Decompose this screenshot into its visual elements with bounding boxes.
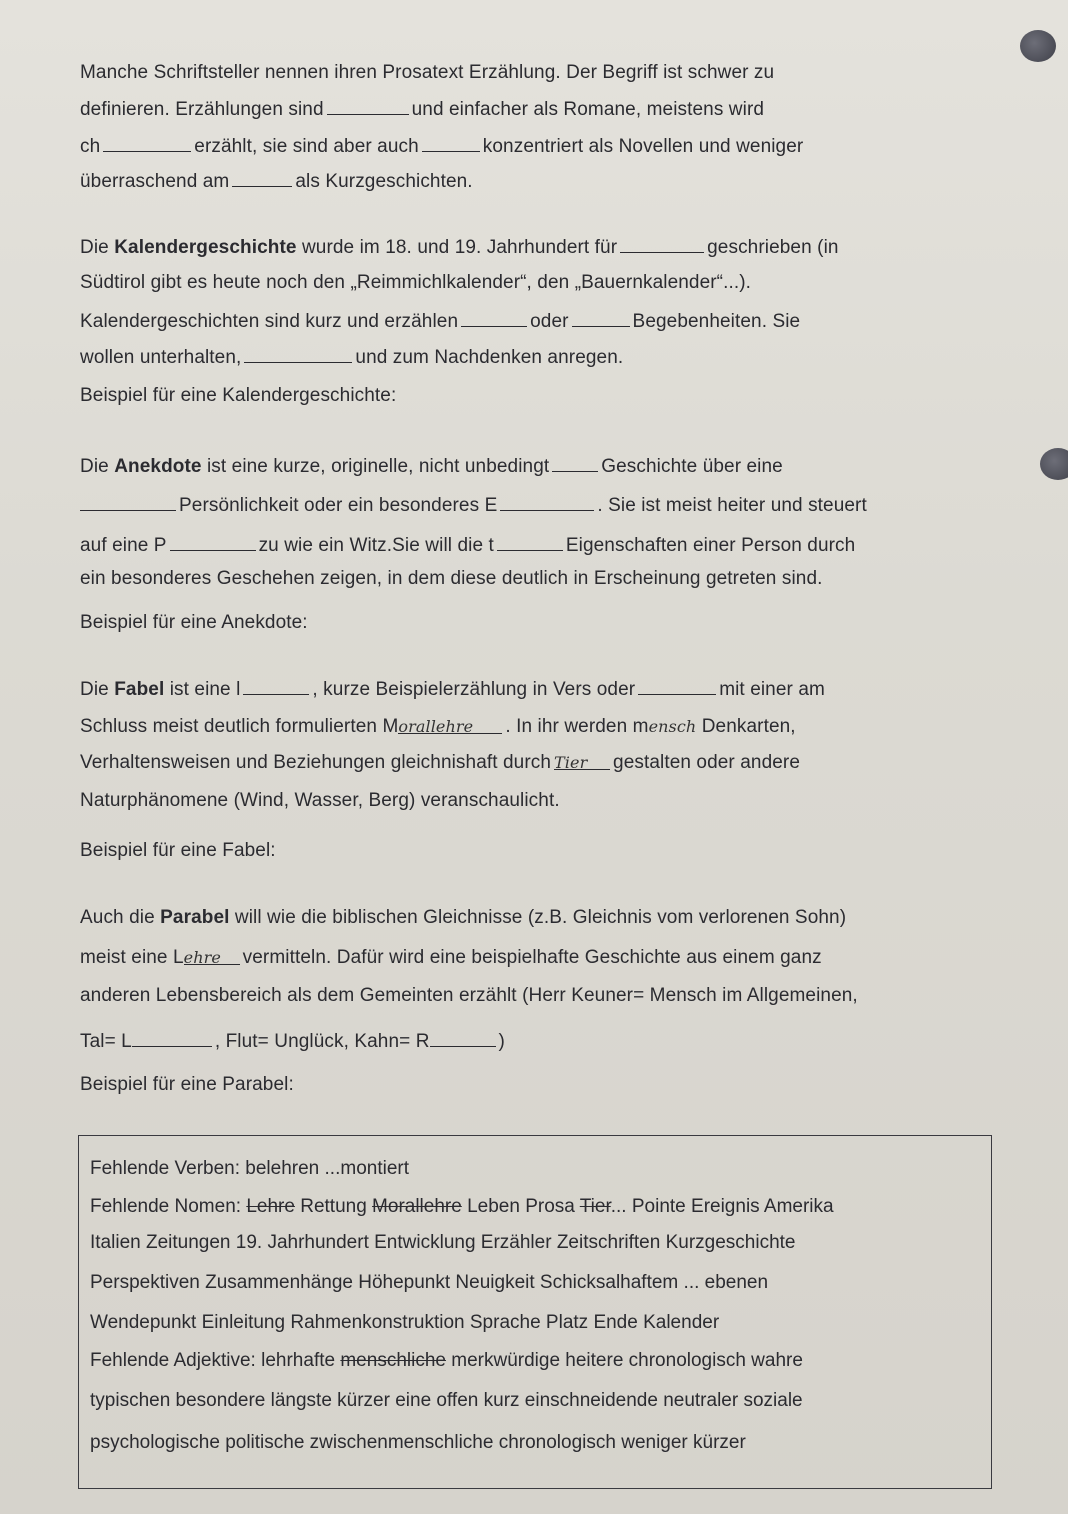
- handwritten-answer[interactable]: ehre: [184, 948, 240, 965]
- kalender-example: Beispiel für eine Kalendergeschichte:: [80, 385, 397, 406]
- wordbank-verbs: Fehlende Verben: belehren ...montiert: [90, 1158, 409, 1179]
- parabel-line-2: meist eine Lehre vermitteln. Dafür wird eine beispielhafte Geschichte aus einem ganz: [80, 947, 822, 968]
- blank[interactable]: [497, 534, 563, 551]
- blank[interactable]: [327, 98, 409, 115]
- blank[interactable]: [552, 455, 598, 472]
- kalender-line-3: Kalendergeschichten sind kurz und erzählen oder Begebenheiten. Sie: [80, 311, 801, 332]
- blank[interactable]: [80, 494, 176, 511]
- blank[interactable]: [103, 135, 191, 152]
- parabel-line-4: Tal= L , Flut= Unglück, Kahn= R ): [80, 1031, 505, 1052]
- blank[interactable]: [461, 310, 527, 327]
- wordbank-adjectives-1: Fehlende Adjektive: lehrhafte menschliche merkwürdige heitere chronologisch wahre: [90, 1350, 803, 1371]
- anekdote-line-2: Persönlichkeit oder ein besonderes E . Sie ist meist heiter und steuert: [80, 494, 867, 517]
- punch-hole-middle: [1040, 448, 1068, 480]
- anekdote-example: Beispiel für eine Anekdote:: [80, 612, 308, 633]
- fabel-line-3: Verhaltensweisen und Beziehungen gleichnishaft durch Tier gestalten oder andere: [80, 752, 800, 773]
- blank[interactable]: [572, 310, 630, 327]
- handwritten-answer[interactable]: orallehre: [398, 717, 502, 734]
- anekdote-line-3: auf eine P zu wie ein Witz.Sie will die t Eigenschaften einer Person durch: [80, 535, 856, 556]
- fabel-line-4: Naturphänomene (Wind, Wasser, Berg) veranschaulicht.: [80, 790, 560, 811]
- fabel-example: Beispiel für eine Fabel:: [80, 840, 276, 861]
- parabel-line-1: Auch die Parabel will wie die biblischen Gleichnisse (z.B. Gleichnis vom verlorenen Sohn): [80, 907, 847, 928]
- punch-hole-top: [1020, 30, 1056, 62]
- blank[interactable]: [500, 494, 594, 511]
- blank[interactable]: [170, 534, 256, 551]
- kalender-line-4: wollen unterhalten, und zum Nachdenken anregen.: [80, 347, 624, 368]
- intro-line-2: definieren. Erzählungen sind und einfacher als Romane, meistens wird: [80, 99, 765, 120]
- handwritten-answer[interactable]: Tier: [554, 753, 610, 770]
- wordbank-adjectives-3: psychologische politische zwischenmenschliche chronologisch weniger kürzer: [90, 1432, 746, 1453]
- blank[interactable]: [422, 135, 480, 152]
- blank[interactable]: [244, 346, 352, 363]
- fabel-line-1: Die Fabel ist eine l , kurze Beispielerzählung in Vers oder mit einer am: [80, 679, 825, 700]
- parabel-line-3: anderen Lebensbereich als dem Gemeinten erzählt (Herr Keuner= Mensch im Allgemeinen,: [80, 985, 858, 1006]
- wordbank-nouns-4: Wendepunkt Einleitung Rahmenkonstruktion Sprache Platz Ende Kalender: [90, 1312, 720, 1333]
- kalender-line-2: Südtirol gibt es heute noch den „Reimmichlkalender“, den „Bauernkalender“...).: [80, 272, 752, 293]
- wordbank-nouns-2: Italien Zeitungen 19. Jahrhundert Entwicklung Erzähler Zeitschriften Kurzgeschichte: [90, 1232, 796, 1253]
- blank[interactable]: [620, 236, 704, 253]
- handwritten-answer: ensch: [648, 717, 697, 736]
- intro-line-4: überraschend am als Kurzgeschichten.: [80, 171, 473, 192]
- blank[interactable]: [638, 678, 716, 695]
- fabel-line-2: Schluss meist deutlich formulierten Morallehre . In ihr werden mensch Denkarten,: [80, 716, 796, 737]
- intro-line-3: ch erzählt, sie sind aber auch konzentriert als Novellen und weniger: [80, 136, 804, 157]
- blank[interactable]: [243, 678, 309, 695]
- kalender-line-1: Die Kalendergeschichte wurde im 18. und 19. Jahrhundert für geschrieben (in: [80, 237, 839, 258]
- blank[interactable]: [430, 1030, 496, 1047]
- wordbank-nouns-1: Fehlende Nomen: Lehre Rettung Morallehre Leben Prosa Tier... Pointe Ereignis Amerika: [90, 1196, 834, 1217]
- intro-line-1: Manche Schriftsteller nennen ihren Prosatext Erzählung. Der Begriff ist schwer zu: [80, 62, 775, 83]
- wordbank-adjectives-2: typischen besondere längste kürzer eine offen kurz einschneidende neutraler soziale: [90, 1390, 803, 1411]
- blank[interactable]: [132, 1030, 212, 1047]
- anekdote-line-4: ein besonderes Geschehen zeigen, in dem diese deutlich in Erscheinung getreten sind.: [80, 568, 823, 589]
- wordbank-nouns-3: Perspektiven Zusammenhänge Höhepunkt Neuigkeit Schicksalhaftem ... ebenen: [90, 1272, 769, 1293]
- blank[interactable]: [232, 170, 292, 187]
- parabel-example: Beispiel für eine Parabel:: [80, 1074, 294, 1095]
- anekdote-line-1: Die Anekdote ist eine kurze, originelle, nicht unbedingt Geschichte über eine: [80, 456, 783, 477]
